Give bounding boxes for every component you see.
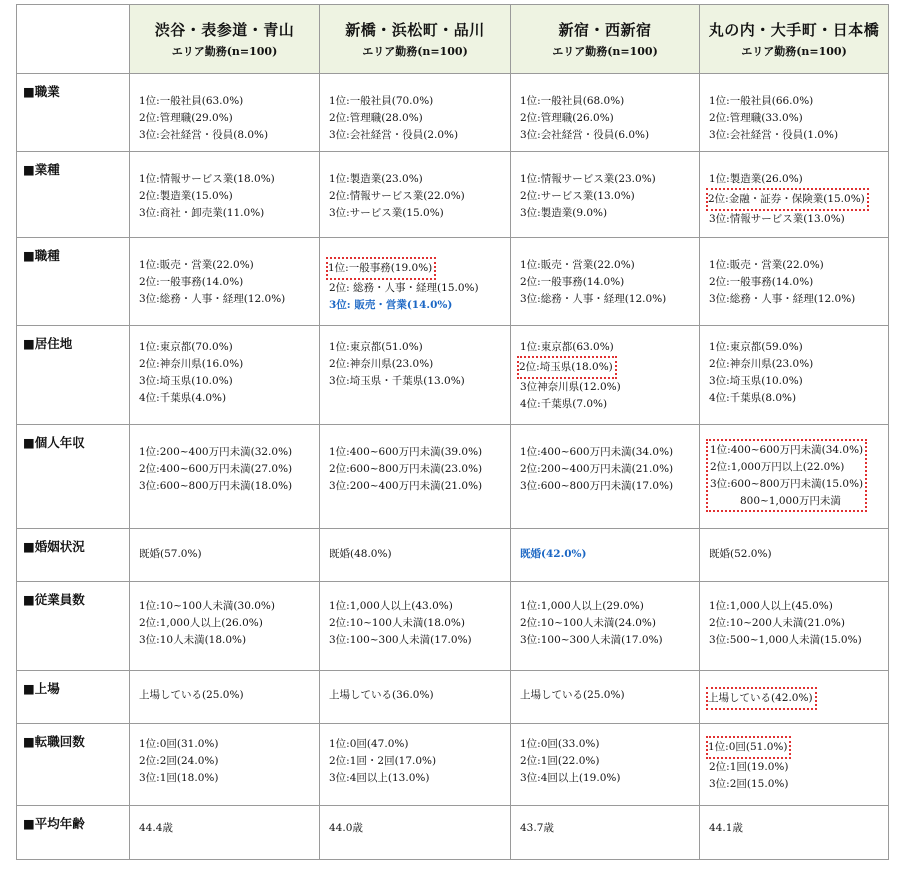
table-cell: 1位:一般社員(68.0%) 2位:管理職(26.0%) 3位:会社経営・役員(6.0%): [511, 74, 700, 152]
highlight-box: 1位:一般事務(19.0%): [326, 257, 436, 280]
table-cell: 1位:一般社員(66.0%) 2位:管理職(33.0%) 3位:会社経営・役員(1.0%): [700, 74, 889, 152]
table-cell: 44.0歳: [320, 806, 511, 860]
table-cell: 1位:販売・営業(22.0%) 2位:一般事務(14.0%) 3位:総務・人事・経理(12.0%): [130, 238, 320, 326]
table-cell: 上場している(25.0%): [130, 671, 320, 724]
table-row: [17, 238, 889, 326]
table-cell: 既婚(52.0%): [700, 529, 889, 582]
table-cell: 1位:0回(51.0%) 2位:1回(19.0%) 3位:2回(15.0%): [700, 724, 889, 806]
table-row: [17, 671, 889, 724]
table-cell: 1位:製造業(26.0%) 2位:金融・証券・保険業(15.0%) 3位:情報サービス業(13.0%): [700, 152, 889, 238]
highlight-box: 2位:金融・証券・保険業(15.0%): [706, 188, 869, 211]
table-row: [17, 425, 889, 529]
table-cell: [511, 529, 700, 582]
table-cell: 上場している(25.0%): [511, 671, 700, 724]
table-cell: 1位:一般社員(63.0%) 2位:管理職(29.0%) 3位:会社経営・役員(8.0%): [130, 74, 320, 152]
row-label: ■従業員数: [17, 582, 130, 671]
table-cell: 1位:0回(33.0%) 2位:1回(22.0%) 3位:4回以上(19.0%): [511, 724, 700, 806]
table-cell: 1位:東京都(63.0%) 2位:埼玉県(18.0%) 3位神奈川県(12.0%) 4位:千葉県(7.0%): [511, 326, 700, 425]
table-cell: 44.1歳: [700, 806, 889, 860]
table-row: [17, 326, 889, 425]
table-cell: 43.7歳: [511, 806, 700, 860]
highlight-box: 1位:400~600万円未満(34.0%) 2位:1,000万円以上(22.0%) 3位:600~800万円未満(15.0%) 800~1,000万円未満: [706, 439, 867, 512]
table-cell: 1位:東京都(70.0%) 2位:神奈川県(16.0%) 3位:埼玉県(10.0%) 4位:千葉県(4.0%): [130, 326, 320, 425]
table-row: [17, 724, 889, 806]
table-cell: [700, 671, 889, 724]
column-header-shinbashi: 新橋・浜松町・品川 エリア勤務(n=100): [320, 5, 511, 74]
table-row: [17, 152, 889, 238]
table-cell: [700, 425, 889, 529]
row-label: ■転職回数: [17, 724, 130, 806]
row-label: ■上場: [17, 671, 130, 724]
corner-cell: [17, 5, 130, 74]
highlight-text: 既婚(42.0%): [520, 548, 587, 560]
table-cell: 1位:情報サービス業(23.0%) 2位:サービス業(13.0%) 3位:製造業(9.0%): [511, 152, 700, 238]
column-header-shibuya: 渋谷・表参道・青山 エリア勤務(n=100): [130, 5, 320, 74]
table-cell: 44.4歳: [130, 806, 320, 860]
table-cell: 既婚(57.0%): [130, 529, 320, 582]
highlight-box: 1位:0回(51.0%): [706, 736, 791, 759]
table-cell: 1位:400~600万円未満(34.0%) 2位:200~400万円未満(21.0%) 3位:600~800万円未満(17.0%): [511, 425, 700, 529]
table-cell: 1位:1,000人以上(29.0%) 2位:10~100人未満(24.0%) 3位:100~300人未満(17.0%): [511, 582, 700, 671]
table-cell: 1位:0回(47.0%) 2位:1回・2回(17.0%) 3位:4回以上(13.0%): [320, 724, 511, 806]
table-cell: 1位:1,000人以上(45.0%) 2位:10~200人未満(21.0%) 3位:500~1,000人未満(15.0%): [700, 582, 889, 671]
table-row: [17, 74, 889, 152]
row-label: ■平均年齢: [17, 806, 130, 860]
table-cell: 1位:10~100人未満(30.0%) 2位:1,000人以上(26.0%) 3位:10人未満(18.0%): [130, 582, 320, 671]
table-cell: 1位:情報サービス業(18.0%) 2位:製造業(15.0%) 3位:商社・卸売業(11.0%): [130, 152, 320, 238]
highlight-box: 2位:埼玉県(18.0%): [517, 356, 617, 379]
table-cell: 1位:0回(31.0%) 2位:2回(24.0%) 3位:1回(18.0%): [130, 724, 320, 806]
table-row: [17, 806, 889, 860]
header-row: [17, 5, 889, 74]
column-header-marunouchi: 丸の内・大手町・日本橋 エリア勤務(n=100): [700, 5, 889, 74]
table-cell: 1位:1,000人以上(43.0%) 2位:10~100人未満(18.0%) 3位:100~300人未満(17.0%): [320, 582, 511, 671]
row-label: ■職種: [17, 238, 130, 326]
table-cell: 1位:一般社員(70.0%) 2位:管理職(28.0%) 3位:会社経営・役員(2.0%): [320, 74, 511, 152]
highlight-box: 上場している(42.0%): [706, 687, 817, 710]
comparison-table: [16, 4, 889, 860]
row-label: ■業種: [17, 152, 130, 238]
row-label: ■個人年収: [17, 425, 130, 529]
highlight-text: 3位: 販売・営業(14.0%): [329, 299, 453, 311]
row-label: ■居住地: [17, 326, 130, 425]
table-cell: 1位:400~600万円未満(39.0%) 2位:600~800万円未満(23.0%) 3位:200~400万円未満(21.0%): [320, 425, 511, 529]
row-label: ■婚姻状況: [17, 529, 130, 582]
table-row: [17, 529, 889, 582]
table-cell: 1位:製造業(23.0%) 2位:情報サービス業(22.0%) 3位:サービス業(15.0%): [320, 152, 511, 238]
row-label: ■職業: [17, 74, 130, 152]
table-cell: 1位:販売・営業(22.0%) 2位:一般事務(14.0%) 3位:総務・人事・経理(12.0%): [511, 238, 700, 326]
table-cell: 1位:東京都(59.0%) 2位:神奈川県(23.0%) 3位:埼玉県(10.0%) 4位:千葉県(8.0%): [700, 326, 889, 425]
table-cell: 既婚(48.0%): [320, 529, 511, 582]
table-cell: 1位:販売・営業(22.0%) 2位:一般事務(14.0%) 3位:総務・人事・経理(12.0%): [700, 238, 889, 326]
table-cell: 1位:200~400万円未満(32.0%) 2位:400~600万円未満(27.0%) 3位:600~800万円未満(18.0%): [130, 425, 320, 529]
table-cell: 1位:東京都(51.0%) 2位:神奈川県(23.0%) 3位:埼玉県・千葉県(13.0%): [320, 326, 511, 425]
table-cell: 1位:一般事務(19.0%) 2位: 総務・人事・経理(15.0%) 3位: 販売・営業(14.0%): [320, 238, 511, 326]
table-row: [17, 582, 889, 671]
column-header-shinjuku: 新宿・西新宿 エリア勤務(n=100): [511, 5, 700, 74]
table-cell: 上場している(36.0%): [320, 671, 511, 724]
